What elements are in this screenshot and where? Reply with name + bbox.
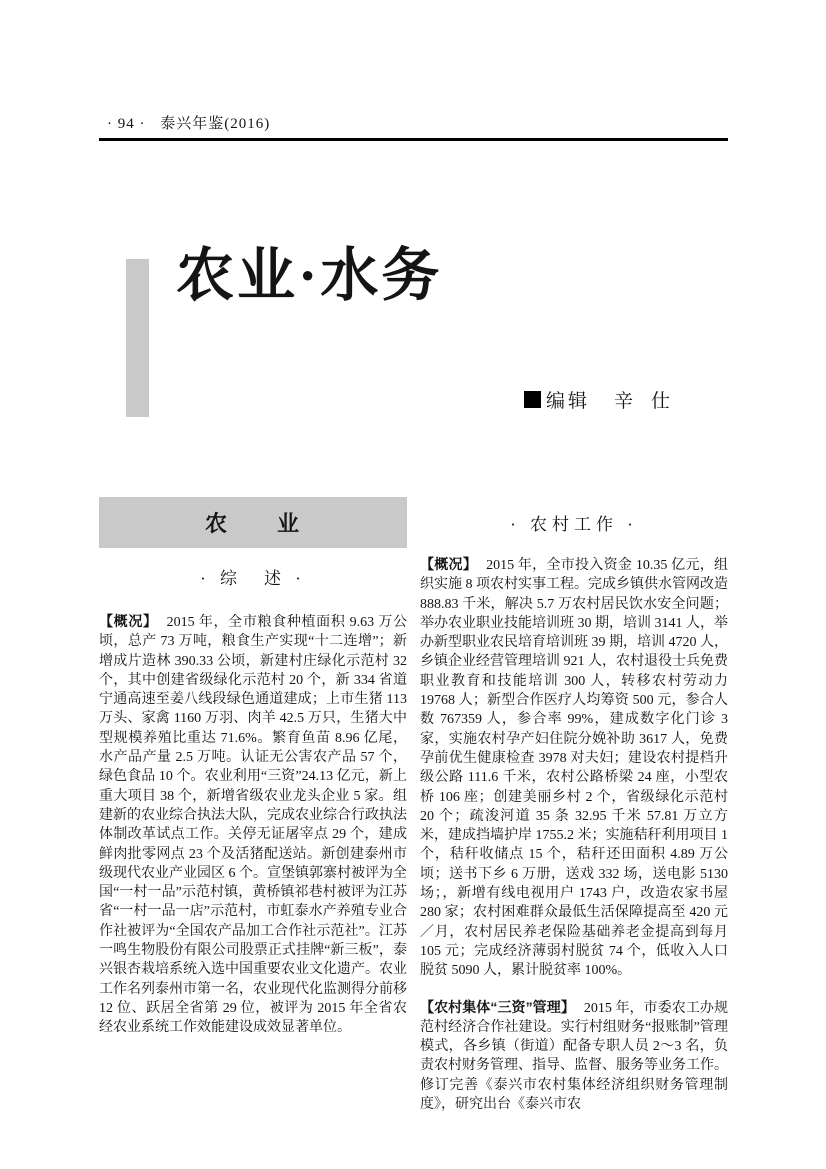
subsection-rural-work: · 农村工作 ·: [510, 515, 638, 534]
paragraph-collective-assets: [420, 998, 728, 1115]
entry-label: 【概况】: [99, 613, 158, 629]
book-title: 泰兴年鉴(2016): [160, 116, 271, 132]
paragraph-rural-overview: [420, 555, 728, 981]
page-number-marker: · 94 ·: [107, 116, 146, 132]
entry-label: 【农村集体“三资”管理】: [420, 998, 575, 1015]
title-decoration-bar: [126, 259, 149, 417]
filled-square-icon: [524, 391, 541, 408]
running-head: [107, 112, 270, 133]
right-column: [420, 505, 728, 1114]
section-header-agriculture: 农 业: [99, 497, 407, 548]
subsection-overview: · 综 述 ·: [200, 569, 306, 588]
left-column: [99, 497, 407, 1038]
entry-text: 2015 年，市委农工办规范村经济合作社建设。实行村组财务“报账制”管理模式，各乡镇（街道）配备专职人员 2～3 名，负责农村财务管理、指导、监督、服务等业务工作。修订完善《泰兴市农村集体经济组织财务管理制度》，研究出台《泰兴市农: [420, 1000, 729, 1113]
header-rule: [99, 138, 728, 141]
entry-text: 2015 年，全市粮食种植面积 9.63 万公顷，总产 73 万吨，粮食生产实现“十二连增”；新增成片造林 390.33 公顷，新建村庄绿化示范村 32 个，其中创建省级绿化示范村 20 个，新 334 省道宁通高速至姜八线段绿色通道建成；上市生猪 113 万头、家禽 1160 万羽、肉羊 42.5 万只，生猪大中型规模养殖比重达 71.6%。繁育鱼苗 8.96 亿尾，水产品产量 2.5 万吨。认证无公害农产品 57 个，绿色食品 10 个。农业利用“三资”24.13 亿元，新上重大项目 38 个，新增省级农业龙头企业 5 家。组建新的农业综合执法大队，完成农业综合行政执法体制改革试点工作。关停无证屠宰点 29 个，建成鲜肉批零网点 23 个及活猪配送站。新创建泰州市级现代农业产业园区 6 个。宣堡镇郭寨村被评为全国“一村一品”示范村镇，黄桥镇祁巷村被评为江苏省“一村一品一店”示范村，市虹泰水产养殖专业合作社被评为“全国农产品加工合作社示范社”。江苏一鸣生物股份有限公司股票正式挂牌“新三板”，泰兴银杏栽培系统入选中国重要农业文化遗产。农业工作名列泰州市第一名，农业现代化监测得分前移 12 位、跃居全省第 29 位，被评为 2015 年全省农经农业系统工作效能建设成效显著单位。: [99, 615, 408, 1036]
editor-name: 辛仕: [614, 391, 689, 412]
entry-text: 2015 年，全市投入资金 10.35 亿元，组织实施 8 项农村实事工程。完成乡镇供水管网改造 888.83 千米，解决 5.7 万农村居民饮水安全问题；举办农业职业技能培训班 30 期，培训 3141 人，举办新型职业农民培育培训班 39 期，培训 4720 人，乡镇企业经营管理培训 921 人，农村退役士兵免费职业教育和技能培训 300 人，转移农村劳动力 19768 人；新型合作医疗人均筹资 500 元，参合人数 767359 人，参合率 99%，建成数字化门诊 3 家，实施农村孕产妇住院分娩补助 3617 人，免费孕前优生健康检查 3978 对夫妇；建设农村提档升级公路 111.6 千米，农村公路桥梁 24 座，小型农桥 106 座；创建美丽乡村 2 个，省级绿化示范村 20 个；疏浚河道 35 条 32.95 千米 57.81 万立方米，建成挡墙护岸 1755.2 米；实施秸秆利用项目 1 个，秸秆收储点 15 个，秸秆还田面积 4.89 万公顷；送书下乡 6 万册，送戏 332 场，送电影 5130 场；，新增有线电视用户 1743 户，改造农家书屋 280 家；农村困难群众最低生活保障提高至 420 元／月，农村居民养老保险基础养老金提高到每月 105 元；完成经济薄弱村脱贫 74 个，低收入人口脱贫 5090 人，累计脱贫率 100%。: [420, 558, 729, 979]
entry-label: 【概况】: [420, 556, 478, 572]
chapter-title: 农业·水务: [176, 243, 443, 308]
editor-label: 编辑: [546, 391, 591, 412]
paragraph-agriculture-overview: [99, 612, 407, 1038]
editor-credit: [524, 386, 688, 413]
